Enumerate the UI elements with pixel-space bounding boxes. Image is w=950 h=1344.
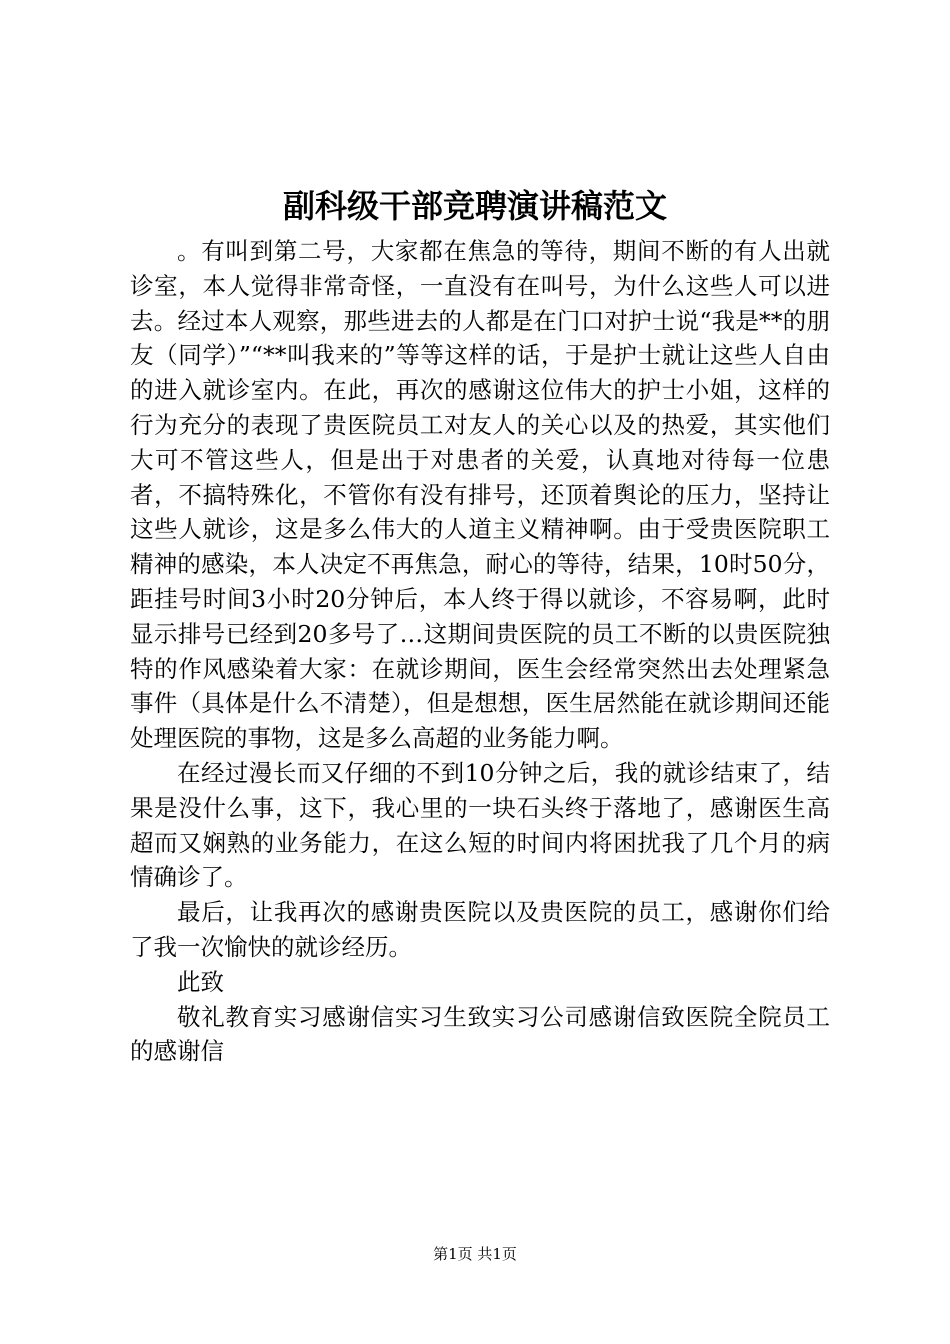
paragraph-3: 最后，让我再次的感谢贵医院以及贵医院的员工，感谢你们给了我一次愉快的就诊经历。	[130, 898, 830, 961]
closing-regards: 敬礼教育实习感谢信实习生致实习公司感谢信致医院全院员工的感谢信	[130, 1002, 830, 1066]
paragraph-2: 在经过漫长而又仔细的不到10分钟之后，我的就诊结束了，结果是没什么事，这下，我心里的一块石头终于落地了，感谢医生高超而又娴熟的业务能力，在这么短的时间内将困扰我了几个月的病情确诊了。	[130, 758, 830, 892]
paragraph-1: 。有叫到第二号，大家都在焦急的等待，期间不断的有人出就诊室，本人觉得非常奇怪，一直没有在叫号，为什么这些人可以进去。经过本人观察，那些进去的人都是在门口对护士说“我是**的朋友（同学）”“**叫我来的”等等这样的话，于是护士就让这些人自由的进入就诊室内。在此，再次的感谢这位伟大的护士小姐，这样的行为充分的表现了贵医院员工对友人的关心以及的热爱，其实他们大可不管这些人，但是出于对患者的关爱，认真地对待每一位患者，不搞特殊化，不管你有没有排号，还顶着舆论的压力，坚持让这些人就诊，这是多么伟大的人道主义精神啊。由于受贵医院职工精神的感染，本人决定不再焦急，耐心的等待，结果，10时50分，距挂号时间3小时20分钟后，本人终于得以就诊，不容易啊，此时显示排号已经到20多号了…这期间贵医院的员工不断的以贵医院独特的作风感染着大家：在就诊期间，医生会经常突然出去处理紧急事件（具体是什么不清楚），但是想想，医生居然能在就诊期间还能处理医院的事物，这是多么高超的业务能力啊。	[130, 237, 830, 753]
page-footer: 第1页 共1页	[433, 1245, 517, 1263]
document-body	[130, 234, 830, 1069]
closing-salutation: 此致	[177, 967, 224, 996]
document-title: 副科级干部竞聘演讲稿范文	[282, 187, 667, 225]
